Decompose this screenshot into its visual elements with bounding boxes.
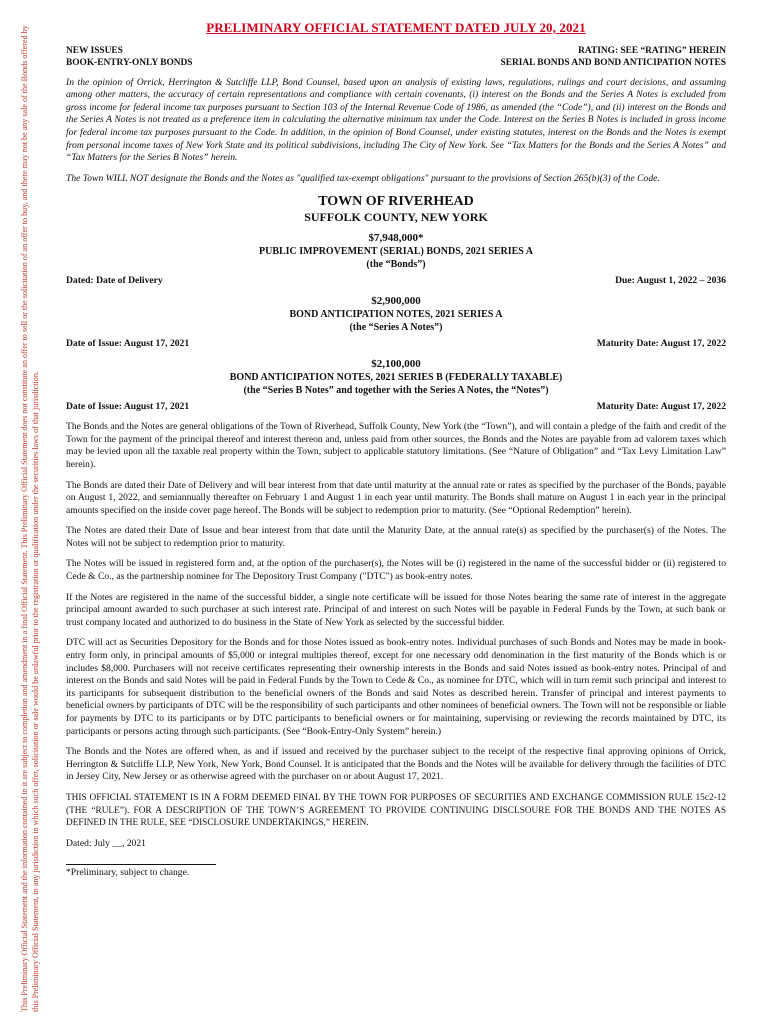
dated-line: Dated: July __, 2021: [66, 837, 146, 849]
bonds-due: Due: August 1, 2022 – 2036: [615, 275, 726, 287]
paragraph-note-terms: The Notes are dated their Date of Issue and bear interest from that date until the Maturity Date, at the annual rate(s) as specified by the purchaser(s) of the Notes. The Notes will not be subject to redemption prior to maturity.: [66, 525, 726, 549]
bonds-dates: [66, 275, 726, 288]
paragraph-registration: The Notes will be issued in registered form and, at the option of the purchaser(s), the Notes will be (i) registered in the name of the successful bidder or (ii) registered to Cede & Co., as the partnership nominee for The Depository Trust Company ("DTC") as book-entry notes.: [66, 558, 726, 583]
bonds-dated: Dated: Date of Delivery: [66, 275, 163, 287]
footnote-divider: [66, 864, 216, 865]
bonds-alias: (the “Bonds”): [366, 259, 426, 271]
paragraph-bond-terms: The Bonds are dated their Date of Delivery and will bear interest from that date until maturity at the annual rate or rates as specified by the purchaser of the Bonds, payable on August 1, 2022, and semiannually thereafter on February 1 and August 1 in each year until maturity. The Bonds shall mature on August 1 in each year in the principal amounts specified on the inside cover page hereof. The Bonds will be subject to redemption prior to maturity. (See “Optional Redemption” herein).: [66, 479, 726, 516]
series-a-amount: $2,900,000: [371, 294, 421, 307]
series-b-issue-date: Date of Issue: August 17, 2021: [66, 400, 190, 412]
series-a-dates: [66, 338, 726, 351]
series-b-maturity: Maturity Date: August 17, 2022: [596, 400, 726, 412]
series-b-amount: $2,100,000: [371, 357, 421, 370]
header-row-1: [66, 45, 726, 57]
series-b-name: BOND ANTICIPATION NOTES, 2021 SERIES B (FEDERALLY TAXABLE): [229, 371, 563, 383]
footnote: *Preliminary, subject to change.: [66, 867, 190, 879]
issuer-county: SUFFOLK COUNTY, NEW YORK: [304, 210, 488, 225]
series-b-dates: [66, 401, 726, 414]
paragraph-bidder-registration: If the Notes are registered in the name of the successful bidder, a single note certificate will be issued for those Notes bearing the same rate of interest in the aggregate principal amount awarded to such purchaser at such interest rate. Principal of and interest on such Notes will be payable in Federal Funds by the Town, at such bank or trust company located and authorized to do business in the State of New York as selected by the successful bidder.: [66, 591, 726, 628]
bonds-amount: $7,948,000*: [368, 232, 424, 245]
series-a-name: BOND ANTICIPATION NOTES, 2021 SERIES A: [289, 308, 503, 320]
security-types: SERIAL BONDS AND BOND ANTICIPATION NOTES: [500, 57, 726, 68]
series-b-alias: (the “Series B Notes” and together with the Series A Notes, the “Notes”): [243, 384, 549, 396]
series-a-issue-date: Date of Issue: August 17, 2021: [66, 337, 190, 349]
bonds-name: PUBLIC IMPROVEMENT (SERIAL) BONDS, 2021 SERIES A: [258, 246, 534, 258]
paragraph-obligations: The Bonds and the Notes are general obligations of the Town of Riverhead, Suffolk County, New York (the “Town”), and will contain a pledge of the faith and credit of the Town for the payment of the principal thereof and interest thereon and, unless paid from other sources, the Bonds and the Notes are payable from ad valorem taxes which may be levied upon all the taxable real property within the Town, subject to applicable statutory limitations. (See “Nature of Obligation” and “Tax Levy Limitation Law” herein).: [66, 421, 726, 470]
tax-opinion: In the opinion of Orrick, Herrington & Sutcliffe LLP, Bond Counsel, based upon an analysis of existing laws, regulations, rulings and court decisions, and assuming among other matters, the accuracy of certain representations and compliance with certain covenants, (i) interest on the Bonds and the Series A Notes is excluded from gross income for federal income tax purposes pursuant to Section 103 of the Internal Revenue Code of 1986, as amended (the “Code”), and (ii) interest on the Bonds and the Series A Notes is not treated as a preference item in calculating the alternative minimum tax under the Code. Interest on the Series B Notes is included in gross income for federal income tax purposes pursuant to the Code. In addition, in the opinion of Bond Counsel, under existing statutes, interest on the Bonds and the Notes is exempt from personal income taxes of New York State and its political subdivisions, including The City of New York. See “Tax Matters for the Bonds and the Series A Notes” and “Tax Matters for the Series B Notes” herein.: [66, 76, 726, 164]
document-title: PRELIMINARY OFFICIAL STATEMENT DATED JULY 20, 2021: [206, 20, 586, 35]
paragraph-rule-15c2-12: THIS OFFICIAL STATEMENT IS IN A FORM DEEMED FINAL BY THE TOWN FOR PURPOSES OF SECURITIES AND EXCHANGE COMMISSION RULE 15c2-12 (THE “RULE”). FOR A DESCRIPTION OF THE TOWN’S AGREEMENT TO PROVIDE CONTINUING DISCLSOURE FOR THE BONDS AND THE NOTES AS DEFINED IN THE RULE, SEE “DISCLOSURE UNDERTAKINGS,” HEREIN.: [66, 792, 726, 829]
book-entry-label: BOOK-ENTRY-ONLY BONDS: [66, 57, 193, 68]
issuer-town: TOWN OF RIVERHEAD: [318, 194, 474, 210]
paragraph-offering: The Bonds and the Notes are offered when, as and if issued and received by the purchaser subject to the receipt of the respective final approving opinions of Orrick, Herrington & Sutcliffe LLP, New York, New York, Bond Counsel. It is anticipated that the Bonds and the Notes will be available for delivery through the facilities of DTC in Jersey City, New Jersey or as otherwise agreed with the purchaser on or about August 17, 2021.: [66, 746, 726, 783]
series-a-maturity: Maturity Date: August 17, 2022: [596, 337, 726, 349]
designation-note: The Town WILL NOT designate the Bonds and the Notes as "qualified tax-exempt obligations" pursuant to the provisions of Section 265(b)(3) of the Code.: [66, 172, 660, 184]
issue-type: NEW ISSUES: [66, 45, 123, 56]
paragraph-dtc: DTC will act as Securities Depository for the Bonds and for those Notes issued as book-entry notes. Individual purchases of such Bonds and Notes may be made in book-entry form only, in principal amounts of $5,000 or integral multiples thereof, except for one necessary odd denomination in the first maturity of the Bonds which is or includes $8,000. Purchasers will not receive certificates representing their ownership interests in the Bonds and said Notes issued as book-entry notes. Principal of and interest on the Bonds and said Notes will be paid in Federal Funds by the Town to Cede & Co., as nominee for DTC, which will in turn remit such principal and interest to its participants for subsequent distribution to the beneficial owners of the Bonds and said Notes as described herein. Transfer of principal and interest payments to beneficial owners by participants of DTC will be the responsibility of such participants and other nominees of beneficial owners. The Town will not be responsible or liable for payments by DTC to its participants or by DTC participants to beneficial owners or for maintaining, supervising or reviewing the records maintained by DTC, its participants or persons acting through such participants. (See “Book-Entry-Only System” herein.): [66, 637, 726, 737]
header-row-2: [66, 57, 726, 69]
side-disclaimer: This Preliminary Official Statement and the information contained in it are subject to completion and amendment in a final Official Statement. This Preliminary Official Statement does not constitute an offer to sell or the solicitation of an offer to buy, and there may not be any sale of the Bonds offered by this Preliminary Official Statement, in any jurisdiction in which such offer, solicitation or sale would be unlawful prior to the registration or qualification under the securities laws of that jurisdiction.: [20, 25, 40, 1012]
rating-reference: RATING: SEE “RATING” HEREIN: [578, 45, 726, 56]
document-page: [66, 22, 726, 880]
series-a-alias: (the “Series A Notes”): [349, 321, 443, 333]
